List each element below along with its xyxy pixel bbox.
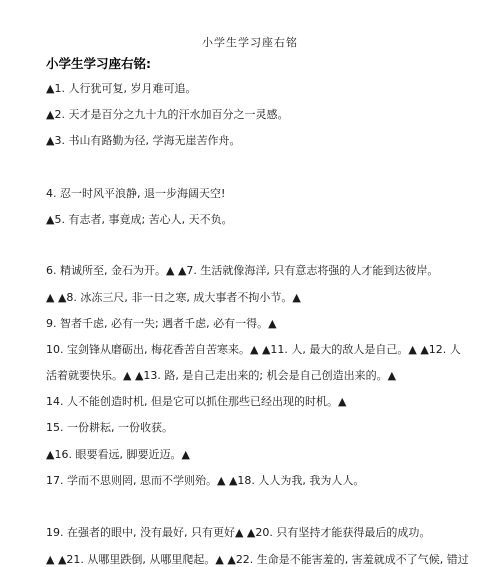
motto-line: ▲ ▲21. 从哪里跌倒, 从哪里爬起。▲ ▲22. 生命是不能害羞的, 害羞就成不了气候, 错过 [46,553,469,566]
motto-line: ▲5. 有志者, 事竟成; 苦心人, 天不负。 [46,213,233,226]
motto-line: 6. 精诚所至, 金石为开。▲ ▲7. 生活就像海洋, 只有意志将强的人才能到达彼岸。 [46,264,439,277]
motto-line: ▲2. 天才是百分之九十九的汗水加百分之一灵感。 [46,108,289,121]
motto-line: 4. 忍一时风平浪静, 退一步海阔天空! [46,187,226,200]
motto-line: 活着就要快乐。▲ ▲13. 路, 是自己走出来的; 机会是自己创造出来的。▲ [46,369,397,382]
motto-line: ▲3. 书山有路勤为径, 学海无崖苦作舟。 [46,134,241,147]
motto-line: 9. 智者千虑, 必有一失; 遇者千虑, 必有一得。▲ [46,317,277,330]
motto-line: 17. 学而不思则罔, 思而不学则殆。▲ ▲18. 人人为我, 我为人人。 [46,474,365,487]
motto-line: 14. 人不能创造时机, 但是它可以抓住那些已经出现的时机。▲ [46,395,347,408]
section-heading: 小学生学习座右铭: [46,56,151,71]
page-title: 小学生学习座右铭 [202,36,298,49]
motto-line: 19. 在强者的眼中, 没有最好, 只有更好▲ ▲20. 只有坚持才能获得最后的成功。 [46,526,431,539]
motto-line: ▲ ▲8. 冰冻三尺, 非一日之寒, 成大事者不拘小节。▲ [46,291,301,304]
motto-line: ▲1. 人行犹可复, 岁月难可追。 [46,82,197,95]
motto-line: ▲16. 眼要看远, 脚要近迈。▲ [46,448,190,461]
motto-line: 15. 一份耕耘, 一份收获。 [46,421,173,434]
motto-line: 10. 宝剑锋从磨砺出, 梅花香苦自苦寒来。▲ ▲11. 人, 最大的敌人是自己。▲ ▲12. 人 [46,343,461,356]
